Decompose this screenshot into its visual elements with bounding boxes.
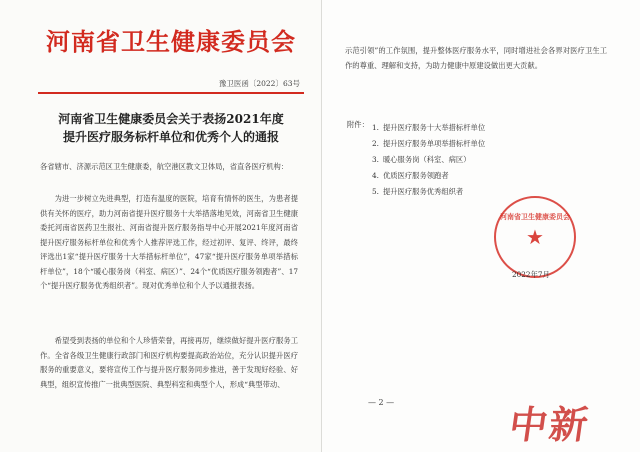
notice-title-line-2: 提升医疗服务标杆单位和优秀个人的通报 bbox=[62, 130, 279, 144]
seal-text: 河南省卫生健康委员会 bbox=[500, 212, 570, 221]
attachment-item: 3. 暖心服务岗（科室、病区） bbox=[372, 155, 471, 164]
attachments-label: 附件： bbox=[347, 120, 369, 129]
body-paragraph-2: 希望受到表扬的单位和个人珍惜荣誉，再接再厉，继续做好提升医疗服务工作。全省各级卫生健康行政部门和医疗机构要提高政治站位，充分认识提升医疗服务的重要意义，要将宣传工作与提升医疗服务同步推进，善于发现好经验、好典型，组织宣传推广一批典型医院、典型科室和典型个人，形成“典型带动、 bbox=[40, 336, 298, 389]
star-icon: ★ bbox=[526, 225, 544, 249]
official-seal bbox=[494, 196, 576, 278]
body-continuation: 示范引领”的工作氛围，提升整体医疗服务水平，同时增进社会各界对医疗卫生工作的尊重、理解和支持，为助力健康中原建设做出更大贡献。 bbox=[345, 46, 607, 70]
body-paragraph-1: 为进一步树立先进典型，打造有温度的医院，培育有情怀的医生，为患者提供有关怀的医疗，助力河南省提升医疗服务十大举措落地见效，河南省卫生健康委托河南省医药卫生报社、河南省提升医疗服务指导中心开展2021年度河南省提升医疗服务标杆单位和优秀个人推荐评选工作，经过初评、复评、终评，最终评选出1家“提升医疗服务十大举措标杆单位”，47家“提升医疗服务单项举措标杆单位”，18个“暖心服务岗（科室、病区）”、24个“优质医疗服务领跑者”、17个“提升医疗服务优秀组织者”。现对优秀单位和个人予以通报表扬。 bbox=[40, 194, 298, 290]
attachment-item: 2. 提升医疗服务单项举措标杆单位 bbox=[372, 139, 486, 148]
attachment-item: 4. 优质医疗服务领跑者 bbox=[372, 171, 449, 180]
attachment-item: 5. 提升医疗服务优秀组织者 bbox=[372, 187, 464, 196]
attachment-item: 1. 提升医疗服务十大举措标杆单位 bbox=[372, 123, 486, 132]
attachments-list bbox=[372, 120, 485, 200]
news-agency-watermark: 中新 bbox=[506, 402, 593, 447]
page-number: — 2 — bbox=[368, 398, 395, 407]
header-red-line bbox=[38, 92, 304, 94]
document-header: 河南省卫生健康委员会 bbox=[46, 27, 296, 56]
issue-date: 2022年7月 bbox=[512, 270, 550, 279]
salutation: 各省辖市、济源示范区卫生健康委，航空港区教文卫体局，省直各医疗机构： bbox=[40, 162, 289, 171]
notice-title-line-1: 河南省卫生健康委员会关于表扬2021年度 bbox=[58, 112, 284, 126]
document-number: 豫卫医函〔2022〕63号 bbox=[218, 79, 300, 88]
